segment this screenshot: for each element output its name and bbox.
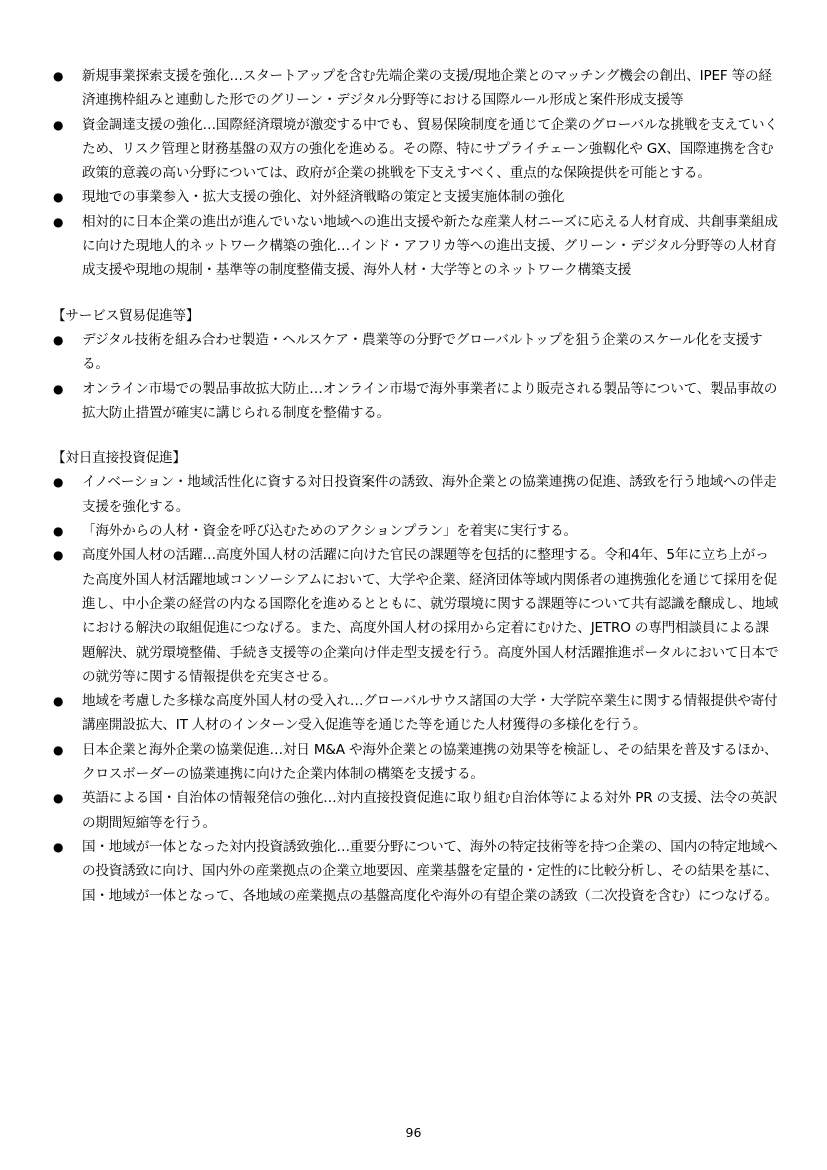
list-item-text: 現地での事業参入・拡大支援の強化、対外経済戦略の策定と支援実施体制の強化: [82, 189, 565, 206]
list-item-text: 新規事業探索支援を強化…スタートアップを含む先端企業の支援/現地企業とのマッチング機会の創出、IPEF 等の経済連携枠組みと連動した形でのグリーン・デジタル分野等における国際ルール形成と案件形成支援等: [82, 68, 772, 109]
list-item: [52, 835, 780, 908]
list-item-text: 資金調達支援の強化…国際経済環境が激変する中でも、貿易保険制度を通じて企業のグローバルな挑戦を支えていくため、リスク管理と財務基盤の双方の強化を進める。その際、特にサプライチェーン強靱化や GX、国際連携を含む政策的意義の高い分野については、政府が企業の挑戦を下支えすべく、重点的な保険提供を可能とする。: [82, 116, 778, 182]
page-content: [52, 64, 780, 908]
bullet-icon: ●: [53, 117, 64, 132]
list-item-text: 英語による国・自治体の情報発信の強化…対内直接投資促進に取り組む自治体等による対外 PR の支援、法令の英訳の期間短縮等を行う。: [82, 790, 778, 831]
bullet-icon: ●: [53, 791, 64, 806]
list-item-text: デジタル技術を組み合わせ製造・ヘルスケア・農業等の分野でグローバルトップを狙う企業のスケール化を支援する。: [82, 331, 763, 373]
list-item: [52, 64, 780, 113]
list-item: [52, 689, 780, 738]
list-item-text: イノベーション・地域活性化に資する対日投資案件の誘致、海外企業との協業連携の促進、誘致を行う地域への伴走支援を強化する。: [82, 474, 777, 515]
bullet-icon: ●: [53, 742, 64, 757]
bullet-icon: ●: [53, 548, 64, 563]
list-item-text: 高度外国人材の活躍…高度外国人材の活躍に向けた官民の課題等を包括的に整理する。令和4年、5年に立ち上がった高度外国人材活躍地域コンソーシアムにおいて、大学や企業、経済団体等域内関係者の連携強化を通じて採用を促進し、中小企業の経営の内なる国際化を進めるとともに、就労環境に関する課題等について共有認識を醸成し、地域における解決の取組促進につなげる。また、高度外国人材の採用から定着にむけた、JETRO の専門相談員による課題解決、就労環境整備、手続き支援等の企業向け伴走型支援を行う。高度外国人材活躍推進ポータルにおいて日本での就労等に関する情報提供を充実させる。: [82, 547, 779, 685]
list-item: [52, 543, 780, 689]
section-heading: 【対日直接投資促進】: [52, 450, 186, 467]
bullet-icon: ●: [53, 381, 64, 396]
bullet-icon: ●: [53, 524, 64, 539]
list-item-text: 「海外からの人材・資金を呼び込むためのアクションプラン」を着実に実行する。: [82, 523, 577, 540]
list-item: [52, 786, 780, 835]
list-item: [52, 185, 780, 209]
section-service-trade: [52, 304, 780, 425]
list-item: [52, 519, 780, 543]
bullet-icon: ●: [53, 475, 64, 490]
list-item: [52, 113, 780, 186]
section-overseas-support: [52, 64, 780, 283]
list-item-text: 国・地域が一体となった対内投資誘致強化…重要分野について、海外の特定技術等を持つ企業の、国内の特定地域への投資誘致に向け、国内外の産業拠点の企業立地要因、産業基盤を定量的・定性的に比較分析し、その結果を基に、国・地域が一体となって、各地域の産業拠点の基盤高度化や海外の有望企業の誘致（二次投資を含む）につなげる。: [82, 838, 778, 904]
list-item-text: オンライン市場での製品事故拡大防止…オンライン市場で海外事業者により販売される製品等について、製品事故の拡大防止措置が確実に講じられる制度を整備する。: [82, 380, 778, 421]
list-item-text: 相対的に日本企業の進出が進んでいない地域への進出支援や新たな産業人材ニーズに応える人材育成、共創事業組成に向けた現地人的ネットワーク構築の強化…インド・アフリカ等への進出支援、グリーン・デジタル分野等の人材育成支援や現地の規制・基準等の制度整備支援、海外人材・大学等とのネットワーク構築支援: [82, 213, 778, 279]
list-item-text: 地域を考慮した多様な高度外国人材の受入れ…グローバルサウス諸国の大学・大学院卒業生に関する情報提供や寄付講座開設拡大、IT 人材のインターン受入促進等を通じた等を通じた人材獲得の多様化を行う。: [82, 693, 778, 734]
list-item: [52, 738, 780, 787]
bullet-icon: ●: [53, 839, 64, 854]
list-item: [52, 210, 780, 283]
section-heading: 【サービス貿易促進等】: [52, 307, 200, 324]
section-inward-investment: [52, 446, 780, 908]
list-item: [52, 328, 780, 377]
bullet-icon: ●: [53, 69, 64, 83]
page-number: 96: [405, 1125, 422, 1140]
list-item: [52, 470, 780, 519]
bullet-icon: ●: [53, 694, 64, 709]
list-item-text: 日本企業と海外企業の協業促進…対日 M&A や海外企業との協業連携の効果等を検証し、その結果を普及するほか、クロスボーダーの協業連携に向けた企業内体制の構築を支援する。: [82, 741, 778, 783]
bullet-icon: ●: [53, 332, 64, 347]
bullet-icon: ●: [53, 214, 64, 229]
bullet-icon: ●: [53, 190, 64, 205]
list-item: [52, 377, 780, 426]
